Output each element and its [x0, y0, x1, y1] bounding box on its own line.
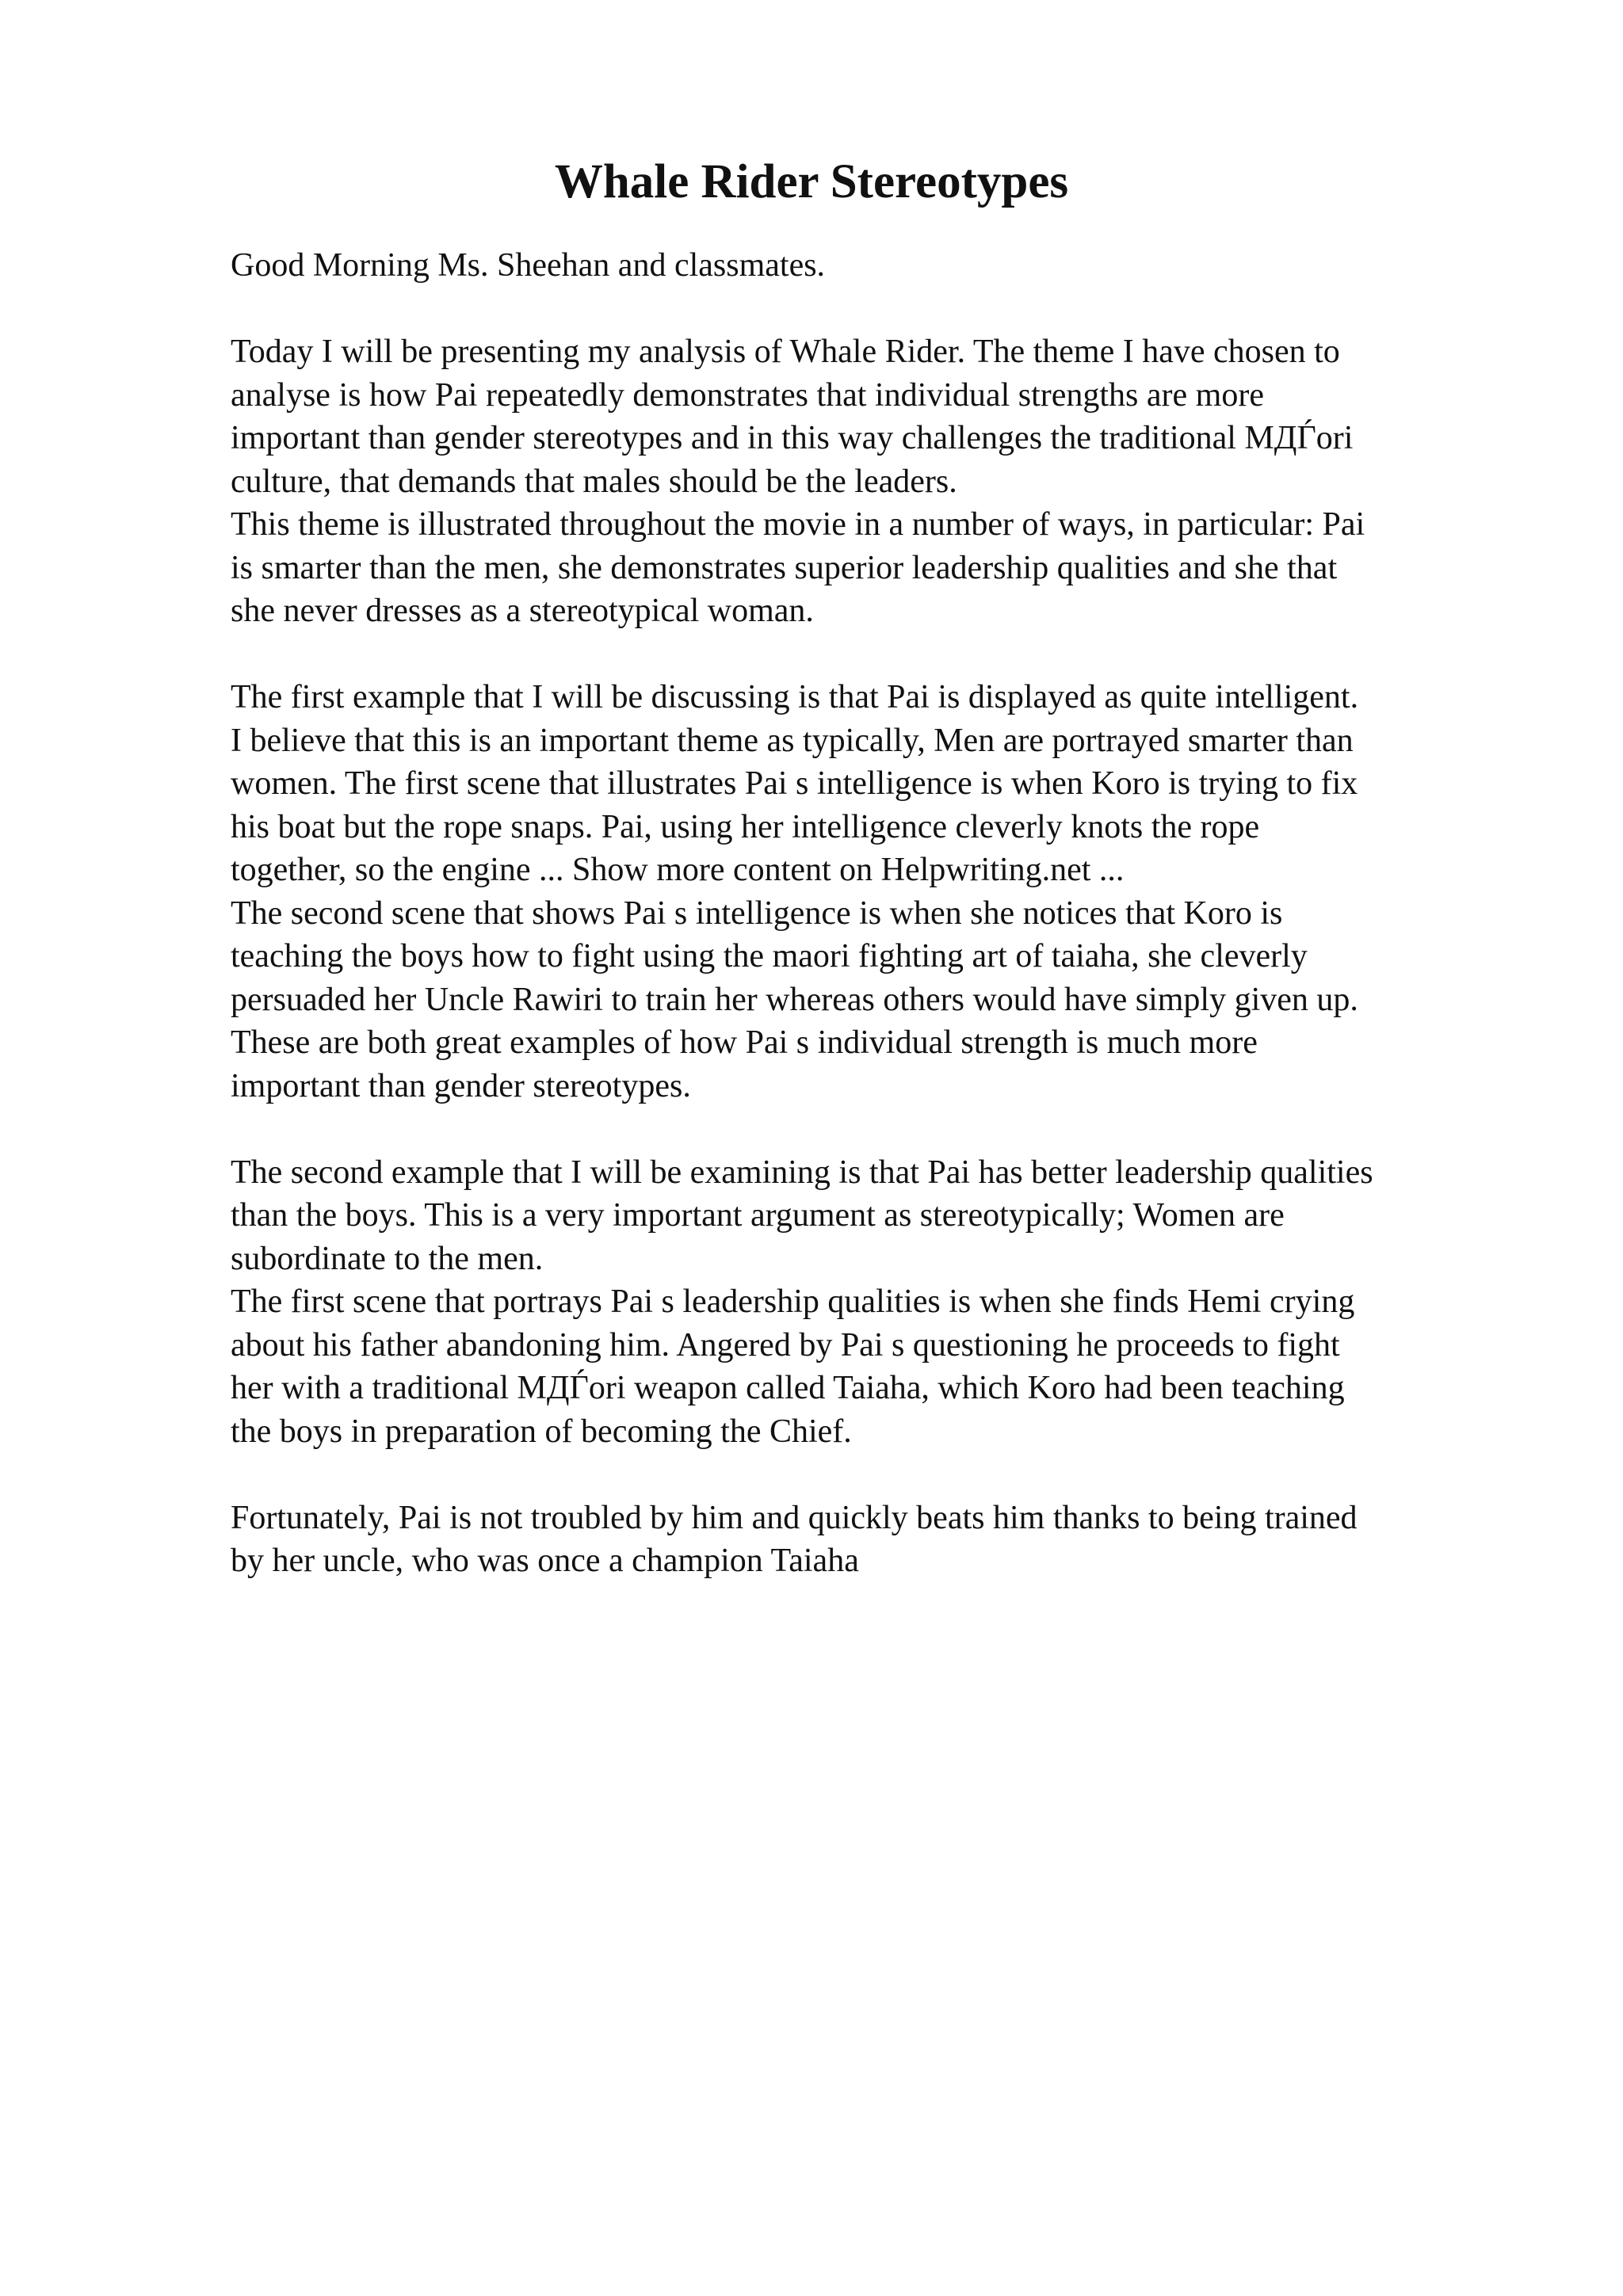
text-line: women. The first scene that illustrates Pai s intelligence is when Koro is trying to fix [231, 765, 1358, 802]
text-line: teaching the boys how to fight using the maori fighting art of taiaha, she cleverly [231, 938, 1308, 974]
text-line: The second example that I will be examining is that Pai has better leadership qualities [231, 1154, 1373, 1191]
paragraph-gap [231, 288, 1578, 331]
paragraph-gap [231, 633, 1578, 677]
text-line: persuaded her Uncle Rawiri to train her whereas others would have simply given up. [231, 981, 1358, 1018]
text-line: Fortunately, Pai is not troubled by him and quickly beats him thanks to being trained [231, 1499, 1358, 1536]
text-line: subordinate to the men. [231, 1240, 544, 1277]
text-line: by her uncle, who was once a champion Taiaha [231, 1543, 859, 1579]
text-line: analyse is how Pai repeatedly demonstrates that individual strengths are more [231, 376, 1264, 414]
text-line: than the boys. This is a very important argument as stereotypically; Women are [231, 1197, 1285, 1234]
paragraph [231, 676, 1578, 1108]
paragraph-gap [231, 1453, 1578, 1497]
text-line: The first scene that portrays Pai s leadership qualities is when she finds Hemi crying [231, 1283, 1355, 1320]
paragraph [231, 330, 1578, 633]
paragraph-gap [231, 1108, 1578, 1151]
document-body [231, 244, 1578, 1583]
text-line: she never dresses as a stereotypical woman. [231, 593, 814, 629]
text-line: The first example that I will be discussing is that Pai is displayed as quite intelligent. [231, 679, 1359, 715]
text-line: Today I will be presenting my analysis of Whale Rider. The theme I have chosen to [231, 334, 1340, 370]
paragraph [231, 244, 1578, 288]
text-line: his boat but the rope snaps. Pai, using her intelligence cleverly knots the rope [231, 808, 1260, 845]
text-line: The second scene that shows Pai s intelligence is when she notices that Koro is [231, 894, 1283, 932]
text-line: together, so the engine ... Show more content on Helpwriting.net ... [231, 852, 1125, 888]
paragraph [231, 1151, 1578, 1454]
document-title: Whale Rider Stereotypes [554, 155, 1069, 208]
text-line: about his father abandoning him. Angered by Pai s questioning he proceeds to fight [231, 1326, 1340, 1363]
text-line: This theme is illustrated throughout the movie in a number of ways, in particular: Pai [231, 506, 1365, 543]
paragraph [231, 1497, 1578, 1583]
text-line: These are both great examples of how Pai s individual strength is much more [231, 1024, 1258, 1061]
text-line: important than gender stereotypes and in this way challenges the traditional МДЃori [231, 420, 1354, 456]
text-line: her with a traditional МДЃori weapon called Taiaha, which Koro had been teaching [231, 1370, 1345, 1406]
text-line: I believe that this is an important theme as typically, Men are portrayed smarter than [231, 722, 1354, 759]
text-line: important than gender stereotypes. [231, 1067, 691, 1104]
text-line: Good Morning Ms. Sheehan and classmates. [231, 247, 826, 284]
text-line: culture, that demands that males should be the leaders. [231, 463, 957, 500]
text-line: the boys in preparation of becoming the Chief. [231, 1413, 852, 1450]
text-line: is smarter than the men, she demonstrates superior leadership qualities and she that [231, 549, 1338, 586]
